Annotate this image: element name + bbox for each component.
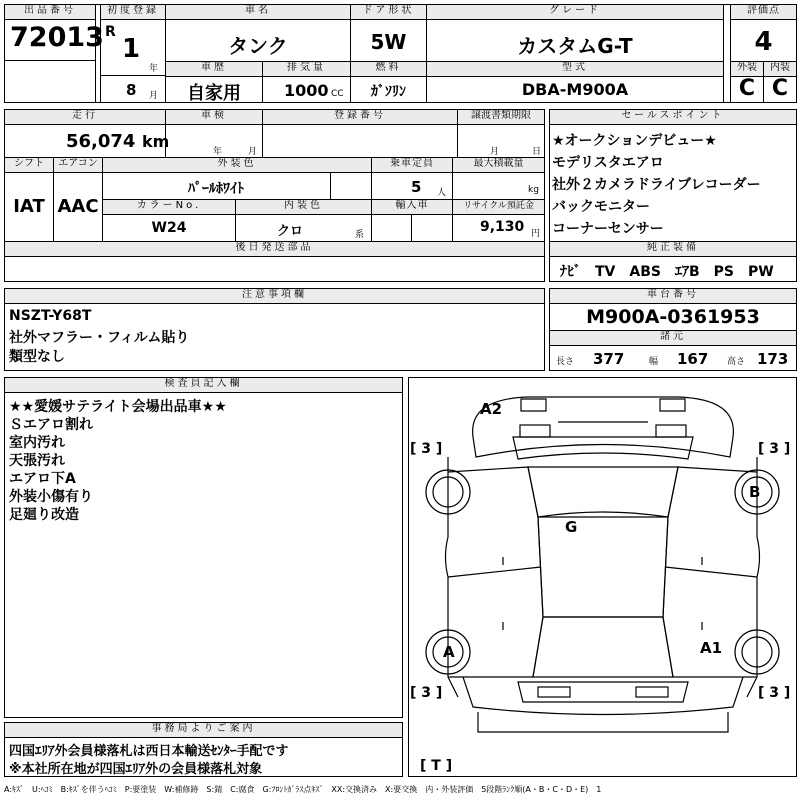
- inspector-line-3: 室内汚れ: [9, 435, 65, 451]
- model: DBA-M900A: [521, 80, 629, 99]
- score: 4: [754, 27, 773, 57]
- note-line-3: 類型なし: [9, 349, 65, 365]
- mark-a1: A1: [700, 639, 723, 657]
- inspector-line-7: 足廻り改造: [9, 507, 79, 523]
- shift-label: シフト: [4, 157, 54, 173]
- office-label: 事務局よりご案内: [4, 722, 403, 738]
- import-box: [371, 214, 453, 242]
- inspector-line-1: ★★愛媛サテライト会場出品車★★: [9, 399, 227, 415]
- len-label: 長さ: [556, 357, 575, 367]
- history: 自家用: [187, 83, 241, 104]
- tire-fr: [ 3 ]: [758, 441, 791, 457]
- office-line-1: 四国ｴﾘｱ外会員様落札は西日本輸送ｾﾝﾀｰ手配です: [9, 744, 289, 759]
- door: 5W: [370, 30, 407, 54]
- grade-label: グレード: [426, 4, 724, 20]
- ac-label: エアコン: [53, 157, 103, 173]
- notes-label: 注意事項欄: [4, 288, 545, 304]
- reg-year: 1: [122, 34, 141, 64]
- fuel-label: 燃料: [350, 61, 427, 77]
- ext-score: C: [738, 76, 756, 101]
- recycle: 9,130: [480, 219, 525, 235]
- mark-a2: A2: [480, 400, 503, 418]
- recycle-unit: 円: [531, 229, 541, 239]
- mileage: 56,074: [66, 131, 136, 152]
- tire-rl: [ 3 ]: [410, 685, 443, 701]
- load-unit: kg: [528, 185, 539, 195]
- capacity-label: 乗車定員: [371, 157, 453, 173]
- selling-point-3: 社外２カメラドライブレコーダー: [552, 177, 761, 193]
- ac: AAC: [57, 196, 99, 217]
- int-color-unit: 系: [355, 230, 365, 240]
- int-label: 内装: [763, 61, 797, 77]
- color: ﾊﾟｰﾙﾎﾜｲﾄ: [188, 181, 244, 197]
- first-reg-label: 初度登録: [100, 4, 166, 20]
- inspector-line-5: エアロ下A: [9, 471, 76, 487]
- equipment: ﾅﾋﾞ TV ABS ｴｱB PS PW: [560, 264, 774, 280]
- shift: IAT: [13, 196, 45, 217]
- office-line-2: ※本社所在地が四国ｴﾘｱ外の会員様落札対象: [9, 762, 263, 777]
- km-unit: km: [142, 132, 170, 151]
- hgt: 173: [757, 350, 789, 368]
- lot-empty: [4, 60, 96, 103]
- tire-spare: [ T ]: [420, 758, 453, 774]
- wid-label: 幅: [649, 357, 659, 367]
- transfer-label: 譲渡書類期限: [457, 109, 545, 125]
- color-no: W24: [151, 220, 187, 236]
- load-label: 最大積載量: [452, 157, 545, 173]
- import-label: 輸入車: [371, 199, 453, 215]
- era: R: [105, 24, 116, 40]
- len: 377: [593, 350, 625, 368]
- cc-unit: CC: [331, 89, 344, 99]
- chassis-label: 車台番号: [549, 288, 797, 304]
- displacement: 1000: [284, 81, 329, 100]
- grade: カスタムG-T: [517, 34, 633, 58]
- inspector-line-4: 天張汚れ: [9, 453, 65, 469]
- lot-no: 72013: [10, 22, 104, 53]
- tire-fl: [ 3 ]: [410, 441, 443, 457]
- insp-month-unit: 月: [248, 147, 258, 157]
- inspector-line-6: 外装小傷有り: [9, 489, 93, 505]
- spec-label: 諸元: [549, 330, 797, 346]
- mileage-label: 走行: [4, 109, 166, 125]
- month-unit: 月: [149, 91, 159, 101]
- int-color-label: 内装色: [235, 199, 372, 215]
- fuel: ｶﾞｿﾘﾝ: [371, 84, 406, 100]
- reg-month: 8: [126, 81, 137, 99]
- capacity-unit: 人: [437, 188, 447, 198]
- car-diagram: [408, 377, 797, 777]
- reg-no-box: [262, 124, 458, 158]
- wid: 167: [677, 350, 709, 368]
- transfer-day-unit: 日: [532, 147, 542, 157]
- chassis-number: M900A-0361953: [586, 306, 760, 328]
- note-line-2: 社外マフラー・フィルム貼り: [9, 330, 190, 346]
- mark-a: A: [443, 643, 455, 661]
- inspection-label: 車検: [165, 109, 263, 125]
- inspector-line-2: Ｓエアロ割れ: [9, 417, 93, 433]
- selling-points-label: セールスポイント: [549, 109, 797, 125]
- equipment-label: 純正装備: [549, 241, 797, 257]
- ext-label: 外装: [730, 61, 764, 77]
- mark-g: G: [565, 518, 578, 536]
- selling-point-4: バックモニター: [552, 199, 650, 215]
- int-score: C: [771, 76, 789, 101]
- model-label: 型式: [426, 61, 724, 77]
- inspector-label: 検査員記入欄: [4, 377, 403, 393]
- color-no-label: カラーNo.: [102, 199, 236, 215]
- selling-point-2: モデリスタエアロ: [552, 155, 664, 171]
- color-label: 外装色: [102, 157, 372, 173]
- car-name-label: 車名: [165, 4, 351, 20]
- tire-rr: [ 3 ]: [758, 685, 791, 701]
- transfer-month-unit: 月: [490, 147, 500, 157]
- legend: A:ｷｽﾞ U:ﾍｺﾐ B:ｷｽﾞを伴うﾍｺﾐ P:要塗装 W:補修跡 S:錆 C:腐食 G:ﾌﾛﾝﾄｶﾞﾗｽ点ｷｽﾞ XX:交換済み X:要交換 内・外装評価 5段階ﾗﾝｸ順(A・B・C・D・E) 1: [4, 785, 602, 794]
- later-parts-box: [4, 256, 545, 282]
- note-line-1: NSZT-Y68T: [9, 308, 92, 324]
- selling-point-5: コーナーセンサー: [552, 221, 664, 237]
- lot-no-label: 出品番号: [4, 4, 96, 20]
- car-name: タンク: [228, 34, 288, 58]
- displacement-label: 排気量: [262, 61, 351, 77]
- int-color: クロ: [276, 224, 303, 239]
- score-label: 評価点: [730, 4, 797, 20]
- later-parts-label: 後日発送部品: [4, 241, 545, 257]
- insp-year-unit: 年: [213, 147, 223, 157]
- selling-point-1: ★オークションデビュー★: [552, 133, 717, 149]
- history-label: 車歴: [165, 61, 263, 77]
- door-label: ドア形状: [350, 4, 427, 20]
- reg-no-label: 登録番号: [262, 109, 458, 125]
- hgt-label: 高さ: [727, 357, 746, 367]
- capacity: 5: [411, 178, 422, 196]
- mark-b: B: [749, 483, 761, 501]
- year-unit: 年: [149, 64, 159, 74]
- recycle-label: リサイクル預託金: [452, 199, 545, 215]
